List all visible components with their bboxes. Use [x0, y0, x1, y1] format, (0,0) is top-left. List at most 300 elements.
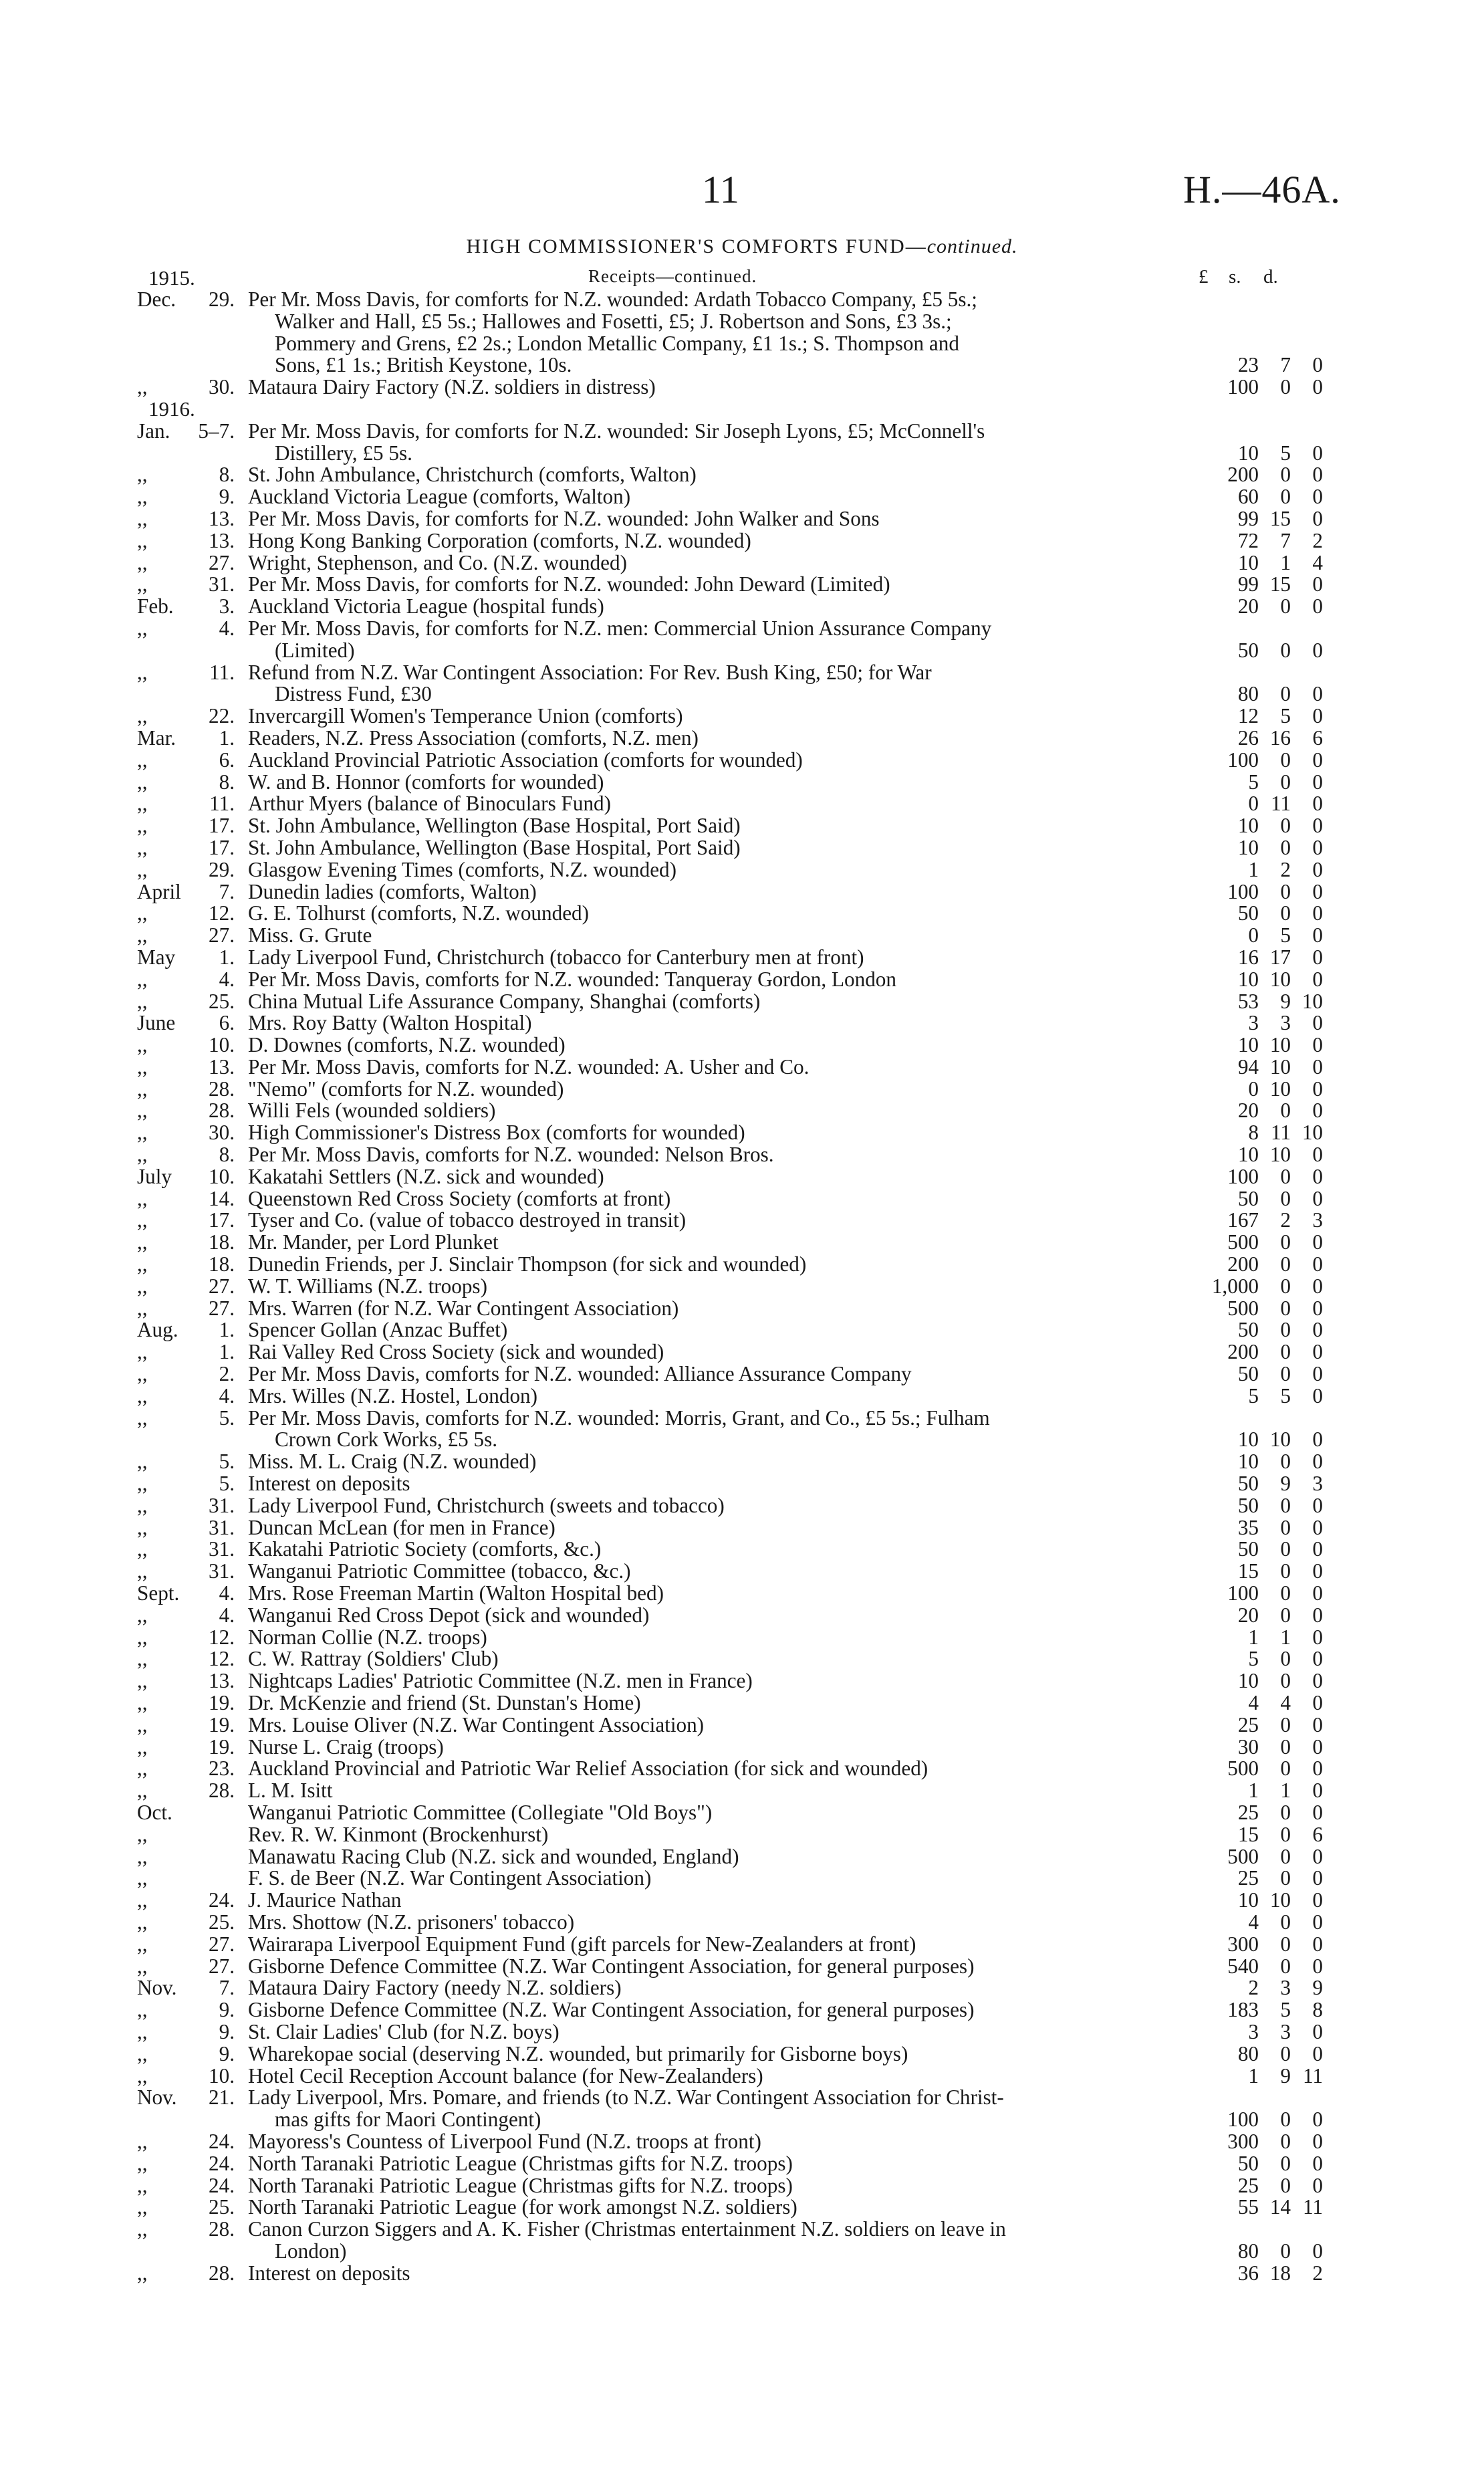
description-cell: [244, 1605, 1133, 1627]
description-line: St. John Ambulance, Christchurch (comforts, Walton): [248, 463, 697, 487]
shillings-cell: 9: [1280, 1472, 1291, 1496]
description-line: Lady Liverpool Fund, Christchurch (sweets and tobacco): [248, 1493, 725, 1517]
year-label: 1915.: [148, 266, 195, 290]
date-cell: [0, 1714, 244, 1736]
pounds-cell: 100: [1227, 2108, 1259, 2132]
year-heading: 1916.: [148, 397, 195, 421]
description-line: Sons, £1 1s.; British Keystone, 10s.: [275, 353, 572, 377]
day-cell: 9.: [219, 2041, 235, 2065]
description-cell: [244, 991, 1133, 1013]
amount-cell: [1173, 1583, 1323, 1605]
table-row: [0, 1363, 1484, 1385]
table-row: [0, 2196, 1484, 2219]
amount-cell: [1173, 815, 1323, 837]
date-cell: [0, 2043, 244, 2065]
date-cell: [0, 1079, 244, 1101]
amount-cell: [1173, 2241, 1323, 2263]
description-line: W. and B. Honnor (comforts for wounded): [248, 770, 604, 794]
description-cell: [244, 1956, 1133, 1978]
description-cell: [244, 1999, 1133, 2021]
description-line: Gisborne Defence Committee (N.Z. War Contingent Association, for general purposes): [248, 1954, 975, 1978]
amount-cell: [1173, 1429, 1323, 1451]
date-cell: [0, 574, 244, 596]
pounds-cell: 10: [1237, 1450, 1259, 1474]
description-line: Refund from N.Z. War Contingent Association: For Rev. Bush King, £50; for War: [248, 660, 932, 684]
description-line: Tyser and Co. (value of tobacco destroyed in transit): [248, 1208, 687, 1232]
month-cell: ,,: [137, 1472, 148, 1496]
pounds-cell: 10: [1237, 550, 1259, 574]
day-cell: 28.: [209, 1099, 235, 1123]
day-cell: 6.: [219, 1011, 235, 1035]
day-cell: 9.: [219, 2019, 235, 2043]
table-row: [0, 793, 1484, 815]
pounds-cell: 35: [1237, 1515, 1259, 1539]
month-cell: Dec.: [137, 288, 176, 311]
pounds-cell: 20: [1237, 1603, 1259, 1627]
pounds-cell: 300: [1227, 2129, 1259, 2153]
day-cell: 24.: [209, 2129, 235, 2153]
pounds-cell: 10: [1237, 1033, 1259, 1057]
shillings-cell: 0: [1280, 1866, 1291, 1890]
pence-cell: 4: [1312, 550, 1323, 574]
description-line: Auckland Victoria League (hospital funds): [248, 594, 604, 618]
pence-cell: 10: [1302, 1121, 1323, 1145]
pence-cell: 0: [1312, 1734, 1323, 1759]
shillings-cell: 5: [1280, 441, 1291, 465]
date-cell: [0, 552, 244, 574]
shillings-cell: 3: [1280, 1011, 1291, 1035]
amount-cell: [1173, 486, 1323, 508]
amount-cell: [1173, 1166, 1323, 1188]
table-row: [0, 618, 1484, 662]
description-cell: [244, 1034, 1133, 1056]
date-cell: [0, 1188, 244, 1210]
month-cell: ,,: [137, 1998, 148, 2022]
date-cell: [0, 464, 244, 486]
pounds-cell: 4: [1248, 1691, 1259, 1714]
table-row: [0, 574, 1484, 596]
description-line: Mrs. Willes (N.Z. Hostel, London): [248, 1383, 538, 1407]
table-row: [0, 1999, 1484, 2021]
day-cell: 19.: [209, 1734, 235, 1759]
shillings-cell: 0: [1280, 682, 1291, 706]
description-cell: [244, 1451, 1133, 1473]
description-line: Manawatu Racing Club (N.Z. sick and wounded, England): [248, 1844, 739, 1868]
description-cell: [244, 859, 1133, 881]
table-row: [0, 1517, 1484, 1539]
amount-cell: [1173, 1890, 1323, 1912]
pounds-cell: 50: [1237, 1186, 1259, 1210]
shillings-cell: 18: [1269, 2261, 1291, 2285]
table-row: [0, 727, 1484, 750]
day-cell: 10.: [209, 1164, 235, 1188]
description-line: Per Mr. Moss Davis, for comforts for N.Z. wounded: Ardath Tobacco Company, £5 5s.;: [248, 288, 977, 311]
table-row: [0, 1561, 1484, 1583]
amount-cell: [1173, 1802, 1323, 1824]
table-row: [0, 1210, 1484, 1232]
description-cell: [244, 1276, 1133, 1298]
amount-cell: [1173, 947, 1323, 969]
date-cell: [0, 903, 244, 925]
pence-cell: 0: [1312, 814, 1323, 838]
shillings-cell: 0: [1280, 2129, 1291, 2153]
pence-cell: 0: [1312, 1954, 1323, 1978]
pounds-cell: 20: [1237, 594, 1259, 618]
amount-cell: [1173, 596, 1323, 618]
pence-cell: 0: [1312, 1669, 1323, 1693]
table-row: [0, 1254, 1484, 1276]
pence-cell: 0: [1312, 1844, 1323, 1868]
col-shillings-header: s.: [1229, 266, 1241, 288]
date-cell: [0, 1583, 244, 1605]
pence-cell: 0: [1312, 2151, 1323, 2175]
amount-cell: [1173, 2065, 1323, 2088]
pence-cell: 0: [1312, 945, 1323, 969]
date-cell: [0, 859, 244, 881]
amount-cell: [1173, 1780, 1323, 1802]
month-cell: Jan.: [137, 419, 170, 443]
description-line: Auckland Provincial Patriotic Association (comforts for wounded): [248, 748, 803, 772]
amount-cell: [1173, 1999, 1323, 2021]
amount-cell: [1173, 552, 1323, 574]
month-cell: ,,: [137, 485, 148, 509]
description-cell: [244, 1363, 1133, 1385]
pounds-cell: 300: [1227, 1932, 1259, 1956]
day-cell: 9.: [219, 1998, 235, 2022]
description-cell: [244, 705, 1133, 727]
description-cell: [244, 750, 1133, 772]
pounds-cell: 72: [1237, 528, 1259, 552]
month-cell: ,,: [137, 2129, 148, 2153]
description-line: mas gifts for Maori Contingent): [275, 2108, 541, 2132]
month-cell: ,,: [137, 1625, 148, 1649]
amount-cell: [1173, 443, 1323, 465]
shillings-cell: 0: [1280, 594, 1291, 618]
table-row: [0, 705, 1484, 727]
amount-cell: [1173, 1473, 1323, 1495]
date-cell: [0, 705, 244, 727]
shillings-cell: 0: [1280, 1340, 1291, 1364]
description-cell: [244, 2043, 1133, 2065]
pounds-cell: 12: [1237, 704, 1259, 728]
shillings-cell: 0: [1280, 901, 1291, 925]
pence-cell: 0: [1312, 1428, 1323, 1452]
month-cell: ,,: [137, 528, 148, 552]
month-cell: June: [137, 1011, 176, 1035]
date-cell: [0, 1276, 244, 1298]
pounds-cell: 183: [1227, 1998, 1259, 2022]
col-pounds-header: £: [1199, 266, 1209, 288]
day-cell: 11.: [209, 660, 235, 684]
date-cell: [0, 1627, 244, 1649]
pence-cell: 0: [1312, 1274, 1323, 1298]
description-line: (Limited): [275, 638, 355, 662]
day-cell: 8.: [219, 463, 235, 487]
table-row: [0, 1034, 1484, 1056]
pence-cell: 0: [1312, 572, 1323, 596]
day-cell: 4.: [219, 616, 235, 640]
date-cell: [0, 2263, 244, 2285]
shillings-cell: 0: [1280, 1099, 1291, 1123]
pence-cell: 0: [1312, 1186, 1323, 1210]
pounds-cell: 100: [1227, 879, 1259, 903]
month-cell: Mar.: [137, 725, 176, 750]
date-cell: [0, 1890, 244, 1912]
pounds-cell: 99: [1237, 572, 1259, 596]
pounds-cell: 540: [1227, 1954, 1259, 1978]
day-cell: 29.: [209, 288, 235, 311]
day-cell: 12.: [209, 1647, 235, 1671]
table-row: [0, 1122, 1484, 1144]
month-cell: ,,: [137, 1077, 148, 1101]
date-cell: [0, 1802, 244, 1824]
pence-cell: 0: [1312, 1033, 1323, 1057]
description-line: Distress Fund, £30: [275, 682, 432, 706]
pence-cell: 0: [1312, 1340, 1323, 1364]
month-cell: April: [137, 879, 181, 903]
day-cell: 24.: [209, 2151, 235, 2175]
description-cell: [244, 1166, 1133, 1188]
month-cell: ,,: [137, 1932, 148, 1956]
amount-cell: [1173, 683, 1323, 705]
table-row: [0, 508, 1484, 530]
table-row: [0, 662, 1484, 706]
day-cell: 27.: [209, 1954, 235, 1978]
day-cell: 23.: [209, 1757, 235, 1781]
description-line: Pommery and Grens, £2 2s.; London Metallic Company, £1 1s.; S. Thompson and: [275, 331, 959, 355]
pounds-cell: 167: [1227, 1208, 1259, 1232]
date-cell: [0, 1912, 244, 1934]
pence-cell: 0: [1312, 1077, 1323, 1101]
pence-cell: 11: [1302, 2063, 1323, 2088]
amount-cell: [1173, 881, 1323, 903]
pounds-cell: 0: [1248, 792, 1259, 816]
date-cell: [0, 837, 244, 859]
description-line: Canon Curzon Siggers and A. K. Fisher (Christmas entertainment N.Z. soldiers on leave in: [248, 2217, 1006, 2241]
table-row: [0, 1232, 1484, 1254]
amount-cell: [1173, 1670, 1323, 1692]
description-cell: [244, 1210, 1133, 1232]
pence-cell: 0: [1312, 1910, 1323, 1934]
description-line: Wanganui Patriotic Committee (Collegiate "Old Boys"): [248, 1800, 713, 1824]
pence-cell: 2: [1312, 2261, 1323, 2285]
description-line: Mrs. Shottow (N.Z. prisoners' tobacco): [248, 1910, 575, 1934]
date-cell: [0, 1319, 244, 1341]
table-row: [0, 1276, 1484, 1298]
date-cell: [0, 1648, 244, 1670]
date-cell: [0, 2065, 244, 2088]
amount-cell: [1173, 508, 1323, 530]
month-cell: ,,: [137, 1515, 148, 1539]
date-cell: [0, 947, 244, 969]
description-cell: [244, 1934, 1133, 1956]
month-cell: ,,: [137, 1910, 148, 1934]
shillings-cell: 0: [1280, 1647, 1291, 1671]
month-cell: ,,: [137, 814, 148, 838]
day-cell: 22.: [209, 704, 235, 728]
date-cell: [0, 1385, 244, 1407]
month-cell: ,,: [137, 1143, 148, 1167]
month-cell: ,,: [137, 1691, 148, 1714]
shillings-cell: 0: [1280, 1800, 1291, 1824]
description-line: J. Maurice Nathan: [248, 1888, 402, 1912]
table-row: [0, 1670, 1484, 1692]
date-cell: [0, 1056, 244, 1079]
table-row: [0, 925, 1484, 947]
description-line: Mataura Dairy Factory (needy N.Z. soldiers): [248, 1976, 622, 2000]
pounds-cell: 80: [1237, 2041, 1259, 2065]
table-row: [0, 1912, 1484, 1934]
table-row: [0, 1692, 1484, 1714]
description-cell: [244, 1012, 1133, 1034]
day-cell: 10.: [209, 2063, 235, 2088]
month-cell: Oct.: [137, 1800, 172, 1824]
description-line: High Commissioner's Distress Box (comforts for wounded): [248, 1121, 745, 1145]
table-row: [0, 1977, 1484, 1999]
description-line: St. John Ambulance, Wellington (Base Hospital, Port Said): [248, 814, 741, 838]
day-cell: 7.: [219, 879, 235, 903]
date-cell: [0, 1144, 244, 1166]
shillings-cell: 1: [1280, 1779, 1291, 1803]
pence-cell: 3: [1312, 1208, 1323, 1232]
pence-cell: 0: [1312, 1450, 1323, 1474]
description-line: Duncan McLean (for men in France): [248, 1515, 555, 1539]
shillings-cell: 0: [1280, 1603, 1291, 1627]
day-cell: 3.: [219, 594, 235, 618]
description-cell: [244, 421, 1133, 465]
pence-cell: 0: [1312, 2041, 1323, 2065]
pence-cell: 0: [1312, 1581, 1323, 1605]
month-cell: ,,: [137, 1559, 148, 1583]
description-cell: [244, 289, 1133, 376]
date-cell: [0, 881, 244, 903]
table-row: [0, 1495, 1484, 1517]
amount-cell: [1173, 1648, 1323, 1670]
pence-cell: 0: [1312, 1383, 1323, 1407]
shillings-cell: 0: [1280, 1493, 1291, 1517]
day-cell: [144, 1802, 244, 1824]
pounds-cell: 50: [1237, 1537, 1259, 1561]
day-cell: 24.: [209, 2173, 235, 2197]
pounds-cell: 0: [1248, 1077, 1259, 1101]
description-line: Wanganui Patriotic Committee (tobacco, &c.): [248, 1559, 631, 1583]
date-cell: [0, 1561, 244, 1583]
description-line: Gisborne Defence Committee (N.Z. War Contingent Association, for general purposes): [248, 1998, 975, 2022]
date-cell: [0, 1736, 244, 1759]
description-line: Per Mr. Moss Davis, comforts for N.Z. wounded: Alliance Assurance Company: [248, 1362, 912, 1386]
description-cell: [244, 1188, 1133, 1210]
table-row: [0, 2043, 1484, 2065]
date-cell: [0, 1451, 244, 1473]
pence-cell: 0: [1312, 923, 1323, 947]
pounds-cell: 10: [1237, 441, 1259, 465]
table-row: [0, 991, 1484, 1013]
pence-cell: 6: [1312, 725, 1323, 750]
shillings-cell: 10: [1269, 1033, 1291, 1057]
description-line: Hotel Cecil Reception Account balance (for New-Zealanders): [248, 2063, 763, 2088]
shillings-cell: 0: [1280, 2108, 1291, 2132]
pence-cell: 3: [1312, 1472, 1323, 1496]
table-row: [0, 815, 1484, 837]
month-cell: ,,: [137, 1252, 148, 1276]
pence-cell: 0: [1312, 879, 1323, 903]
day-cell: 11.: [209, 792, 235, 816]
description-cell: [244, 772, 1133, 794]
day-cell: 31.: [209, 1515, 235, 1539]
pence-cell: 0: [1312, 1296, 1323, 1320]
date-cell: [0, 1012, 244, 1034]
day-cell: 27.: [209, 923, 235, 947]
shillings-cell: 0: [1280, 1844, 1291, 1868]
description-line: Dunedin ladies (comforts, Walton): [248, 879, 537, 903]
month-cell: Nov.: [137, 1976, 177, 2000]
date-cell: [0, 2153, 244, 2175]
shillings-cell: 0: [1280, 2173, 1291, 2197]
date-cell: [0, 1407, 244, 1452]
shillings-cell: 5: [1280, 923, 1291, 947]
month-cell: ,,: [137, 967, 148, 991]
day-cell: 27.: [209, 1274, 235, 1298]
description-cell: [244, 881, 1133, 903]
pence-cell: 0: [1312, 1800, 1323, 1824]
month-cell: ,,: [137, 1866, 148, 1890]
table-row: [0, 1473, 1484, 1495]
table-row: [0, 1012, 1484, 1034]
pounds-cell: 25: [1237, 1866, 1259, 1890]
shillings-cell: 0: [1280, 1515, 1291, 1539]
shillings-cell: 1: [1280, 550, 1291, 574]
month-cell: ,,: [137, 2173, 148, 2197]
description-line: Invercargill Women's Temperance Union (comforts): [248, 704, 683, 728]
description-line: Rev. R. W. Kinmont (Brockenhurst): [248, 1822, 549, 1846]
table-row: [0, 530, 1484, 552]
description-line: Wairarapa Liverpool Equipment Fund (gift parcels for New-Zealanders at front): [248, 1932, 916, 1956]
pence-cell: 0: [1312, 1230, 1323, 1254]
table-row: [0, 837, 1484, 859]
month-cell: ,,: [137, 572, 148, 596]
description-cell: [244, 1473, 1133, 1495]
pounds-cell: 100: [1227, 1581, 1259, 1605]
amount-cell: [1173, 2131, 1323, 2153]
date-cell: [0, 1517, 244, 1539]
description-cell: [244, 1385, 1133, 1407]
day-cell: 4.: [219, 1581, 235, 1605]
day-cell: 6.: [219, 748, 235, 772]
pounds-cell: 1,000: [1211, 1274, 1259, 1298]
description-cell: [244, 508, 1133, 530]
pounds-cell: 500: [1227, 1230, 1259, 1254]
day-cell: 18.: [209, 1230, 235, 1254]
page-number: 11: [702, 168, 739, 211]
date-cell: [0, 1122, 244, 1144]
description-line: Rai Valley Red Cross Society (sick and wounded): [248, 1340, 664, 1364]
day-cell: 31.: [209, 572, 235, 596]
table-row: [0, 1341, 1484, 1363]
amount-cell: [1173, 925, 1323, 947]
pounds-cell: 53: [1237, 989, 1259, 1013]
shillings-cell: 0: [1280, 1274, 1291, 1298]
month-cell: ,,: [137, 770, 148, 794]
date-cell: [0, 991, 244, 1013]
shillings-cell: 0: [1280, 1954, 1291, 1978]
month-cell: ,,: [137, 1099, 148, 1123]
month-cell: ,,: [137, 463, 148, 487]
pence-cell: 0: [1312, 1866, 1323, 1890]
day-cell: 10.: [209, 1033, 235, 1057]
description-line: Mataura Dairy Factory (N.Z. soldiers in distress): [248, 375, 656, 399]
day-cell: [144, 1846, 244, 1868]
date-cell: [0, 1670, 244, 1692]
